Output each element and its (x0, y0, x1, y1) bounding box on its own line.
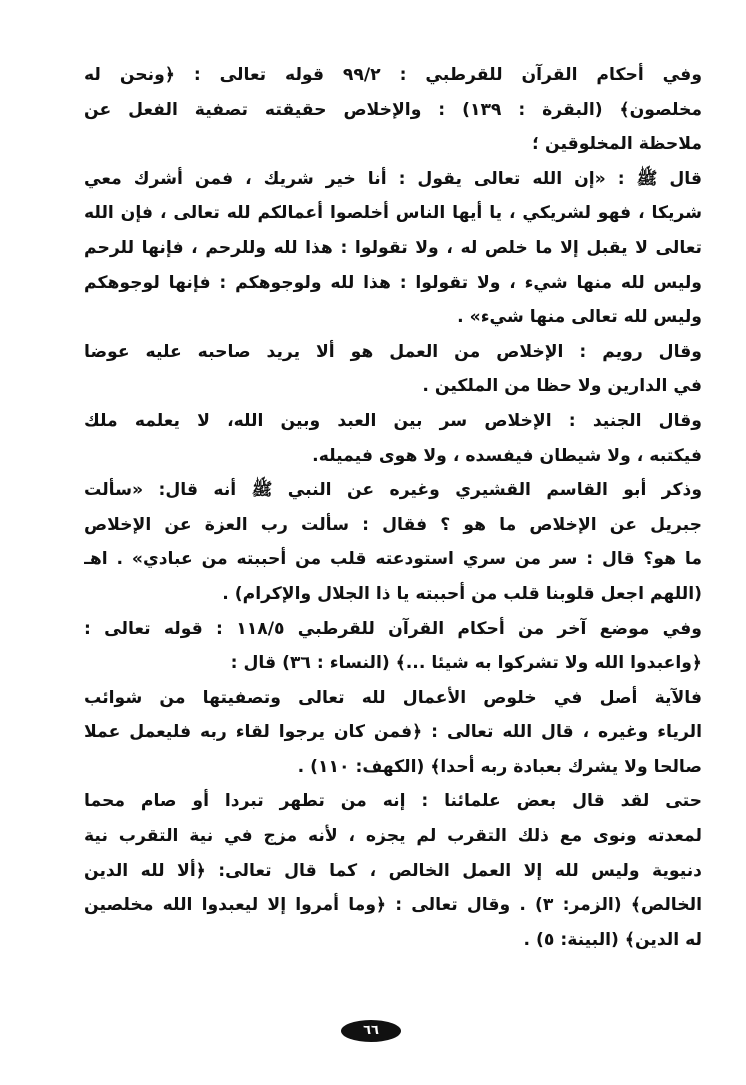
page-body (84, 58, 702, 957)
text-line-15: ما هو؟ قال : سر من سري استودعته قلب من أحببته من عبادي» . اهـ (84, 549, 702, 570)
text-line-26: له الدين﴾ (البينة: ٥) . (523, 929, 702, 950)
text-line-21: صالحا ولا يشرك بعبادة ربه أحدا﴾ (الكهف: ١١٠) . (297, 756, 702, 777)
text-line-18: ﴿واعبدوا الله ولا تشركوا به شيئا ...﴾ (النساء : ٣٦) قال : (230, 653, 702, 674)
page-number-badge: ٦٦ (341, 1020, 401, 1042)
text-line-13: وذكر أبو القاسم القشيري وغيره عن النبي ﷺ أنه قال: «سألت (84, 480, 702, 501)
text-line-2: مخلصون﴾ (البقرة : ١٣٩) : والإخلاص حقيقته تصفية الفعل عن (84, 99, 702, 120)
text-line-12: فيكتبه ، ولا شيطان فيفسده ، ولا هوى فيميله. (312, 445, 702, 466)
text-line-25: الخالص﴾ (الزمر: ٣) . وقال تعالى : ﴿وما أمروا إلا ليعبدوا الله مخلصين (84, 895, 702, 916)
text-line-16: (اللهم اجعل قلوبنا قلب من أحببته يا ذا الجلال والإكرام) . (222, 583, 702, 604)
text-line-3: ملاحظة المخلوقين ؛ (532, 134, 702, 155)
text-line-1: وفي أحكام القرآن للقرطبي : ٩٩/٢ قوله تعالى : ﴿ونحن له (84, 65, 702, 85)
text-line-4: قال ﷺ : «إن الله تعالى يقول : أنا خير شريك ، فمن أشرك معي (84, 168, 702, 189)
text-line-14: جبريل عن الإخلاص ما هو ؟ فقال : سألت رب العزة عن الإخلاص (84, 514, 702, 535)
text-line-20: الرياء وغيره ، قال الله تعالى : ﴿فمن كان يرجوا لقاء ربه فليعمل عملا (84, 722, 702, 743)
text-line-9: وقال رويم : الإخلاص من العمل هو ألا يريد صاحبه عليه عوضا (84, 341, 702, 362)
text-line-19: فالآية أصل في خلوص الأعمال لله تعالى وتصفيتها من شوائب (84, 687, 702, 708)
text-line-10: في الدارين ولا حظا من الملكين . (422, 376, 702, 397)
text-line-8: وليس لله تعالى منها شيء» . (457, 307, 702, 328)
text-line-11: وقال الجنيد : الإخلاص سر بين العبد وبين الله، لا يعلمه ملك (84, 410, 702, 431)
text-line-22: حتى لقد قال بعض علمائنا : إنه من تطهر تبردا أو صام محما (84, 791, 702, 812)
text-line-24: دنيوية وليس لله إلا العمل الخالص ، كما قال تعالى: ﴿ألا لله الدين (84, 860, 702, 881)
text-line-17: وفي موضع آخر من أحكام القرآن للقرطبي ١١٨/٥ : قوله تعالى : (84, 618, 702, 639)
text-line-6: تعالى لا يقبل إلا ما خلص له ، ولا تقولوا : هذا لله وللرحم ، فإنها للرحم (84, 237, 702, 258)
text-line-5: شريكا ، فهو لشريكي ، يا أيها الناس أخلصوا أعمالكم لله تعالى ، فإن الله (84, 203, 702, 224)
text-line-23: لمعدته ونوى مع ذلك التقرب لم يجزه ، لأنه مزج في نية التقرب نية (84, 826, 702, 847)
text-line-7: وليس لله منها شيء ، ولا تقولوا : هذا لله ولوجوهكم : فإنها لوجوهكم (84, 272, 702, 293)
